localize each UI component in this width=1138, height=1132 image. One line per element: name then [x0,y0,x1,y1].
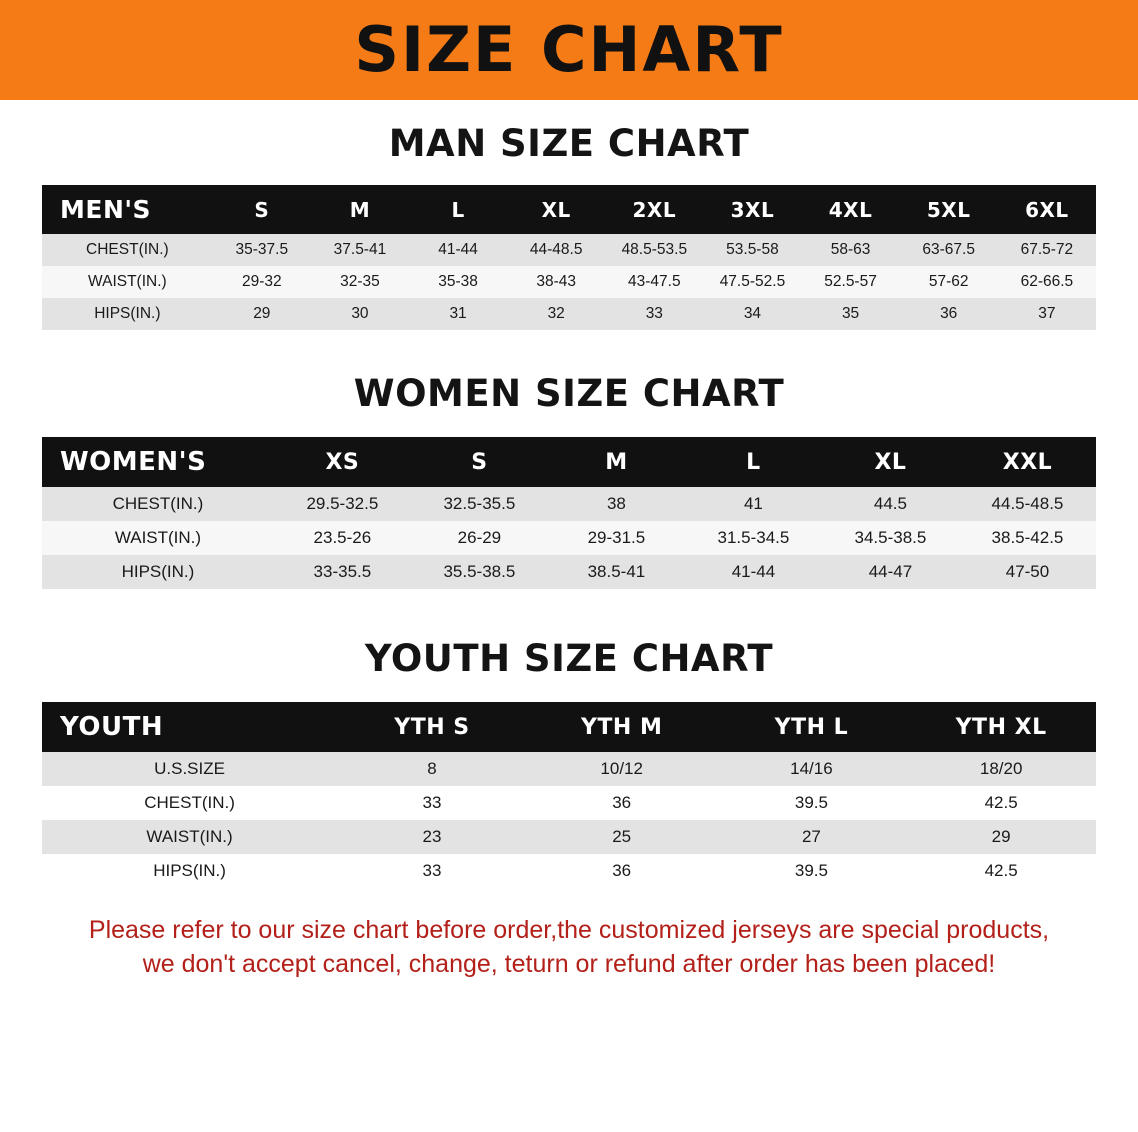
man-size-col-7: 5XL [900,185,998,234]
women-cell-0-3: 41 [685,487,822,521]
youth-header-label: YOUTH [42,702,337,752]
table-row [42,786,1096,820]
youth-cell-0-1: 10/12 [527,752,717,786]
man-cell-0-8: 67.5-72 [998,234,1096,266]
women-cell-0-2: 38 [548,487,685,521]
youth-cell-1-1: 36 [527,786,717,820]
youth-size-col-1: YTH M [527,702,717,752]
women-cell-2-2: 38.5-41 [548,555,685,589]
youth-row-2-label: WAIST(IN.) [42,820,337,854]
women-cell-0-0: 29.5-32.5 [274,487,411,521]
man-section-heading: MAN SIZE CHART [388,122,750,165]
youth-cell-3-3: 42.5 [906,854,1096,888]
man-row-0-label: CHEST(IN.) [42,234,213,266]
man-cell-2-7: 36 [900,298,998,330]
man-cell-1-3: 38-43 [507,266,605,298]
man-size-col-3: XL [507,185,605,234]
women-row-2-label: HIPS(IN.) [42,555,274,589]
youth-cell-1-3: 42.5 [906,786,1096,820]
disclaimer-line-2: we don't accept cancel, change, teturn or refund after order has been placed! [142,949,996,978]
women-size-col-1: S [411,437,548,487]
man-cell-2-8: 37 [998,298,1096,330]
women-cell-1-3: 31.5-34.5 [685,521,822,555]
table-row [42,266,1096,298]
man-cell-0-1: 37.5-41 [311,234,409,266]
youth-cell-3-1: 36 [527,854,717,888]
women-cell-1-5: 38.5-42.5 [959,521,1096,555]
man-cell-2-4: 33 [605,298,703,330]
man-header-label: MEN'S [42,185,213,234]
women-cell-2-3: 41-44 [685,555,822,589]
youth-cell-1-0: 33 [337,786,527,820]
man-cell-1-6: 52.5-57 [802,266,900,298]
man-size-col-1: M [311,185,409,234]
man-size-col-2: L [409,185,507,234]
youth-section-heading: YOUTH SIZE CHART [364,637,774,680]
women-cell-1-4: 34.5-38.5 [822,521,959,555]
man-size-col-4: 2XL [605,185,703,234]
women-row-1-label: WAIST(IN.) [42,521,274,555]
man-cell-2-1: 30 [311,298,409,330]
table-row [42,487,1096,521]
man-size-col-8: 6XL [998,185,1096,234]
youth-row-1-label: CHEST(IN.) [42,786,337,820]
women-header-label: WOMEN'S [42,437,274,487]
youth-cell-3-0: 33 [337,854,527,888]
youth-cell-0-3: 18/20 [906,752,1096,786]
women-section-heading: WOMEN SIZE CHART [353,372,785,415]
women-size-col-3: L [685,437,822,487]
youth-cell-3-2: 39.5 [717,854,907,888]
man-cell-0-7: 63-67.5 [900,234,998,266]
man-cell-1-1: 32-35 [311,266,409,298]
youth-size-col-0: YTH S [337,702,527,752]
women-cell-0-1: 32.5-35.5 [411,487,548,521]
man-cell-2-5: 34 [703,298,801,330]
women-size-col-5: XXL [959,437,1096,487]
table-row [42,752,1096,786]
page-title: SIZE CHART [354,13,784,86]
women-size-table [42,437,1096,589]
man-size-col-6: 4XL [802,185,900,234]
women-cell-2-1: 35.5-38.5 [411,555,548,589]
women-cell-2-4: 44-47 [822,555,959,589]
man-cell-0-5: 53.5-58 [703,234,801,266]
youth-cell-2-2: 27 [717,820,907,854]
women-table-wrap [42,437,1096,589]
disclaimer-note [38,914,1100,982]
man-row-1-label: WAIST(IN.) [42,266,213,298]
man-cell-1-8: 62-66.5 [998,266,1096,298]
man-row-2-label: HIPS(IN.) [42,298,213,330]
women-cell-1-1: 26-29 [411,521,548,555]
women-size-col-2: M [548,437,685,487]
man-cell-0-0: 35-37.5 [213,234,311,266]
table-header-row [42,437,1096,487]
table-row [42,234,1096,266]
youth-row-3-label: HIPS(IN.) [42,854,337,888]
youth-cell-2-1: 25 [527,820,717,854]
man-size-col-0: S [213,185,311,234]
table-header-row [42,185,1096,234]
table-row [42,298,1096,330]
table-row [42,820,1096,854]
man-size-col-5: 3XL [703,185,801,234]
women-cell-1-0: 23.5-26 [274,521,411,555]
man-cell-2-0: 29 [213,298,311,330]
youth-cell-2-3: 29 [906,820,1096,854]
women-size-col-0: XS [274,437,411,487]
youth-cell-0-2: 14/16 [717,752,907,786]
table-row [42,555,1096,589]
man-cell-1-7: 57-62 [900,266,998,298]
man-cell-2-6: 35 [802,298,900,330]
table-header-row [42,702,1096,752]
man-cell-0-4: 48.5-53.5 [605,234,703,266]
youth-size-col-3: YTH XL [906,702,1096,752]
man-cell-1-5: 47.5-52.5 [703,266,801,298]
youth-cell-0-0: 8 [337,752,527,786]
youth-size-col-2: YTH L [717,702,907,752]
man-cell-1-0: 29-32 [213,266,311,298]
man-cell-0-3: 44-48.5 [507,234,605,266]
women-row-0-label: CHEST(IN.) [42,487,274,521]
man-size-table [42,185,1096,330]
women-size-col-4: XL [822,437,959,487]
women-cell-2-5: 47-50 [959,555,1096,589]
table-row [42,521,1096,555]
banner [0,0,1138,100]
man-cell-0-6: 58-63 [802,234,900,266]
youth-cell-2-0: 23 [337,820,527,854]
man-cell-2-3: 32 [507,298,605,330]
women-cell-2-0: 33-35.5 [274,555,411,589]
man-cell-2-2: 31 [409,298,507,330]
man-cell-1-2: 35-38 [409,266,507,298]
women-cell-0-5: 44.5-48.5 [959,487,1096,521]
disclaimer-line-1: Please refer to our size chart before order,the customized jerseys are special products, [88,916,1050,944]
youth-row-0-label: U.S.SIZE [42,752,337,786]
women-cell-1-2: 29-31.5 [548,521,685,555]
youth-table-wrap [42,702,1096,888]
man-cell-1-4: 43-47.5 [605,266,703,298]
man-table-wrap [42,185,1096,330]
table-row [42,854,1096,888]
youth-size-table [42,702,1096,888]
man-cell-0-2: 41-44 [409,234,507,266]
women-cell-0-4: 44.5 [822,487,959,521]
youth-cell-1-2: 39.5 [717,786,907,820]
